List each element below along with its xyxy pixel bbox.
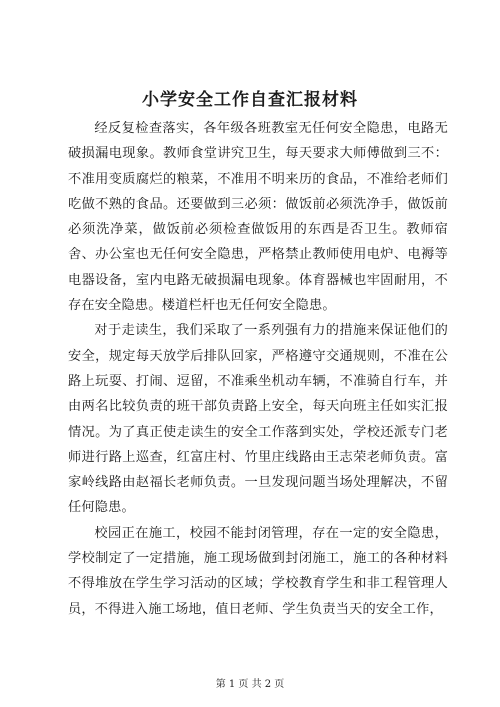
paragraph-commuter-students: 对于走读生，我们采取了一系列强有力的措施来保证他们的安全，规定每天放学后排队回家，严格遵守交通规则，不准在公路上玩耍、打闹、逗留，不准乘坐机动车辆，不准骑自行车，并由两名比较负责的班干部负责路上安全，每天向班主任如实汇报情况。为了真正使走读生的安全工作落到实处，学校还派专门老师进行路上巡查，红富庄村、竹里庄线路由王志荣老师负责。富家岭线路由赵福长老师负责。一旦发现问题当场处理解决，不留任何隐患。 bbox=[68, 323, 448, 516]
document-title: 小学安全工作自查汇报材料 bbox=[142, 90, 358, 110]
paragraph-facilities-safety: 经反复检查落实，各年级各班教室无任何安全隐患，电路无破损漏电现象。教师食堂讲究卫生，每天要求大师傅做到三不：不准用变质腐烂的粮菜，不准用不明来历的食品，不准给老师们吃做不熟的食品。还要做到三必须：做饭前必须洗净手，做饭前必须洗净菜，做饭前必须检查做饭用的东西是否卫生。教师宿舍、办公室也无任何安全隐患，严格禁止教师使用电炉、电褥等电器设备，室内电路无破损漏电现象。体育器械也牢固耐用，不存在安全隐患。楼道栏杆也无任何安全隐患。 bbox=[68, 121, 448, 314]
page-number: 第 1 页 共 2 页 bbox=[215, 679, 285, 690]
document-body bbox=[68, 116, 448, 622]
paragraph-construction-safety: 校园正在施工，校园不能封闭管理，存在一定的安全隐患，学校制定了一定措施，施工现场做到封闭施工，施工的各种材料不得堆放在学生学习活动的区域；学校教育学生和非工程管理人员，不得进入施工场地，值日老师、学生负责当天的安全工作， bbox=[68, 525, 448, 617]
